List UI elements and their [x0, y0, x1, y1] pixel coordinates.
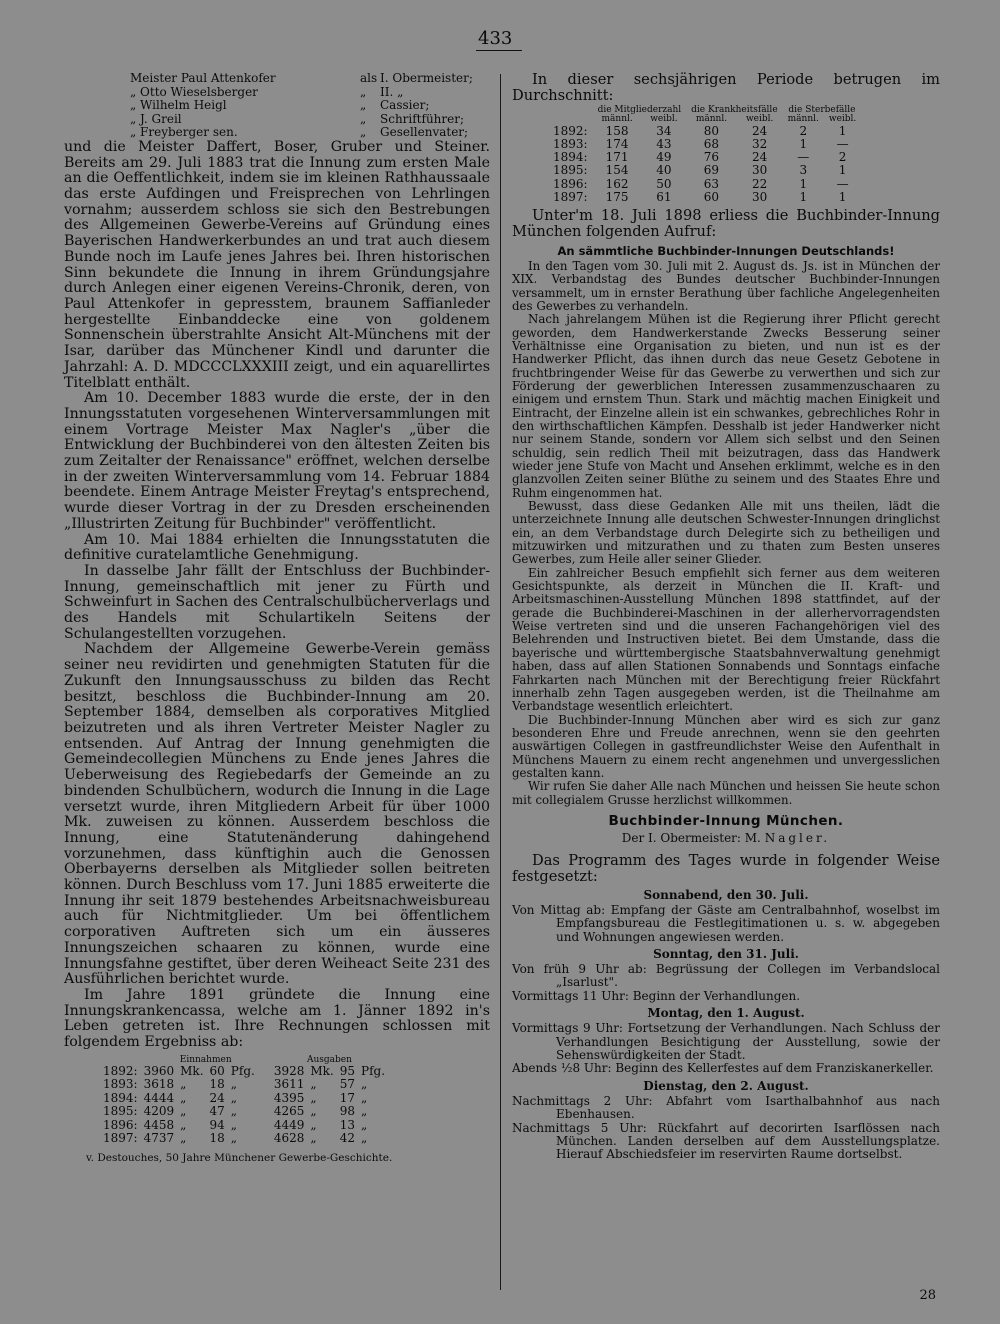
officer-role: Schriftführer; [380, 111, 465, 126]
officer-as: „ [360, 111, 367, 126]
paragraph: und die Meister Daffert, Boser, Gruber und Steiner. Bereits am 29. Juli 1883 trat die Innung zum ersten Male an die Oeffentlichkeit, indem sie im kleinen Rathhaussaale das erste Aufdingen und Freisprechen von Lehrlingen vornahm; ausserdem schloss sie sich den Bestrebungen des Allgemeinen Gewerbe-Vereins auf Gründung eines Bayerischen Handwerkerbundes an und trat auch diesem Bunde noch im Laufe jenes Jahres bei. Ihren historischen Sinn bekundete die Innung in ihrem Gründungsjahre durch Anlegen einer eigenen Vereins-Chronik, deren, von Paul Attenkofer in gepresstem, braunem Saffianleder hergestellte Einbanddecke eine von goldenem Sonnenschein überstrahlte Ansicht Alt-Münchens mit der Isar, darüber das Münchener Kindl und darunter die Jahrzahl: A. D. MDCCCLXXXIII zeigt, und ein aquarellirtes Titelblatt enthält. [64, 138, 490, 391]
stats-cell: 158 [605, 123, 629, 138]
finance-cell: 17 [339, 1090, 356, 1105]
stats-cell: 22 [752, 176, 768, 191]
stats-cell: 2 [838, 150, 847, 165]
program-schedule [512, 888, 940, 1162]
stats-row [548, 191, 861, 204]
officer-name: „ Otto Wieselsberger [130, 84, 258, 99]
finance-cell: „ [230, 1131, 238, 1146]
stats-cell: 1 [838, 163, 847, 178]
finance-cell: 1892: [103, 1063, 138, 1078]
finance-cell: „ [310, 1104, 317, 1119]
stats-sub-header: weibl. [745, 114, 774, 125]
paragraph: Am 10. Mai 1884 erhielten die Innungsstatuten die definitive curatelamtliche Genehmigung. [64, 531, 490, 564]
finance-cell: 42 [339, 1131, 356, 1146]
signature-organization: Buchbinder-Innung München. [608, 812, 844, 829]
finance-cell: „ [230, 1090, 238, 1105]
finance-cell: „ [230, 1117, 238, 1132]
finance-cell: „ [180, 1117, 187, 1132]
stats-cell: 76 [703, 150, 720, 165]
paragraph: Am 10. December 1883 wurde die erste, der in den Innungsstatuten vorgesehenen Winterversammlungen mit einem Vortrage Meister Max Nagler's „über die Entwicklung der Buchbinderei von den ältesten Zeiten bis zum Zeitalter der Renaissance" eröffnet, welchen derselbe in der zweiten Winterversammlung vom 14. Februar 1884 beendete. Einem Antrage Meister Freytag's entsprechend, wurde dieser Vortrag in der zu Dresden erscheinenden „Illustrirten Zeitung für Buchbinder" veröffentlicht. [64, 390, 490, 532]
stats-cell: 24 [752, 123, 768, 138]
appeal-paragraph: Nach jahrelangem Mühen ist die Regierung ihrer Pflicht gerecht geworden, dem Handwerkerstande Zwecks Besserung seiner Verhältnisse eine Organisation zu bieten, und nun ist es der Handwerker Pflicht, das ihnen durch das neue Gesetz Gebotene in fruchtbringender Weise für das Gewerbe zu verwerthen und sich zur Förderung der gewerblichen Interessen zusammenzuschaaren zu einigem und ernstem Thun. Stark und mächtig machen Einigkeit und Eintracht, der Einzelne allein ist ein schwankes, gebrechliches Rohr in den wirthschaftlichen Kämpfen. Desshalb ist jeder Handwerker nicht nur seinem Stande, sondern vor Allem sich selbst und den Seinen schuldig, sein redlich Theil mit beizutragen, dass das Handwerk wieder jene Stufe von Macht und Ansehen erklimmt, welche es in den glanzvollen Zeiten seiner Blüthe zu seinem und des Staates Ehre und Ruhm eingenommen hat. [512, 312, 940, 500]
paragraph: In dasselbe Jahr fällt der Entschluss der Buchbinder-Innung, gemeinschaftlich mit jener zu Fürth und Schweinfurt in Sachen des Centralschulbücherverlags und des Handels mit Schulartikeln Seitens der Schulangestellten vorzugehen. [64, 562, 490, 642]
finance-cell: 3611 [273, 1077, 305, 1092]
stats-group-header: die Sterbefälle [788, 104, 856, 115]
program-entry: Abends ½8 Uhr: Beginn des Kellerfestes auf dem Franziskanerkeller. [512, 1061, 934, 1076]
signature-mark: 28 [919, 1288, 936, 1303]
appeal-text [512, 260, 940, 807]
finance-cell: 57 [339, 1077, 356, 1092]
finance-cell: 18 [209, 1131, 225, 1146]
stats-cell: 1895: [553, 163, 588, 178]
aufruf-intro: Unter'm 18. Juli 1898 erliess die Buchbinder-Innung München folgenden Aufruf: [512, 207, 940, 240]
finance-cell: 4458 [143, 1117, 175, 1132]
stats-cell: 69 [703, 163, 720, 178]
page-number: 433 [478, 28, 513, 49]
left-column [64, 72, 490, 1164]
appeal-paragraph: Bewusst, dass diese Gedanken Alle mit uns theilen, lädt die unterzeichnete Innung alle deutschen Schwester-Innungen dringlichst ein, an dem Verbandstage durch Delegirte sich zu betheiligen und mitzuwirken und mitzurathen und zu thaten zum Besten unseres Gewerbes, zum Heile aller seiner Glieder. [512, 499, 940, 567]
finance-cell: „ [180, 1077, 187, 1092]
finance-cell: 4265 [273, 1104, 305, 1119]
finance-cell: 18 [209, 1077, 225, 1092]
finance-cell: „ [310, 1117, 317, 1132]
stats-cell: — [797, 150, 810, 165]
finance-cell: „ [361, 1117, 368, 1132]
finance-cell: 1897: [103, 1131, 138, 1146]
finance-cell: 3618 [143, 1077, 175, 1092]
stats-cell: 1893: [553, 137, 588, 152]
finance-cell: „ [361, 1077, 368, 1092]
officer-name: Meister Paul Attenkofer [130, 71, 276, 85]
finance-row [100, 1065, 388, 1079]
stats-cell: 49 [656, 150, 672, 165]
finance-cell: Mk. [310, 1063, 334, 1078]
footnote: v. Destouches, 50 Jahre Münchener Gewerbe-Geschichte. [86, 1151, 393, 1164]
stats-row [548, 164, 861, 177]
program-day-heading: Sonnabend, den 30. Juli. [643, 887, 809, 902]
stats-cell: 162 [605, 176, 629, 191]
stats-cell: 1897: [553, 189, 588, 204]
stats-group-header: die Mitgliederzahl [597, 104, 682, 115]
stats-cell: 1892: [553, 123, 588, 138]
stats-sub-header: männl. [601, 114, 633, 125]
stats-cell: 1 [799, 137, 808, 152]
finance-cell: Pfg. [230, 1063, 255, 1078]
finance-row [100, 1105, 388, 1119]
signature-name: Nagler. [764, 830, 831, 845]
appeal-paragraph: Die Buchbinder-Innung München aber wird es sich zur ganz besonderen Ehre und Freude anrechnen, wenn sie den geehrten auswärtigen Collegen in gastfreundlichster Weise den Aufenthalt in Münchens Mauern zu einem recht angenehmen und unvergesslichen gestalten kann. [512, 712, 940, 780]
officer-name: „ Wilhelm Heigl [130, 98, 227, 113]
stats-cell: 40 [656, 163, 672, 178]
stats-cell: 2 [799, 123, 808, 138]
right-column [512, 72, 940, 1162]
stats-sub-header: weibl. [828, 114, 857, 125]
paragraph: Nachdem der Allgemeine Gewerbe-Verein gemäss seiner neu revidirten und genehmigten Statuten für die Zukunft den Innungsausschuss zu bilden das Recht besitzt, beschloss die Buchbinder-Innung am 20. September 1884, demselben als corporatives Mitglied beizutreten und als ihren Vertreter Meister Nagler zu entsenden. Auf Antrag der Innung genehmigten die Gemeindecollegien Münchens zu Ende jenes Jahres die Ueberweisung des Regiebedarfs der Gemeinde an zu bindenden Schulbüchern, wodurch die Innung in die Lage versetzt wurde, ihren Mitgliedern Arbeit für über 1000 Mk. zuweisen zu können. Ausserdem beschloss die Innung, eine Statutenänderung dahingehend vorzunehmen, dass künftighin auch die Genossen Oberbayerns derselben als Mitglieder sollen beitreten können. Durch Beschluss vom 17. Juni 1885 erweiterte die Innung ihr seit 1879 bestehendes Arbeitsnachweisbureau auch für Nichtmitglieder. Um bei öffentlichem corporativen Auftreten sich um ein äusseres Innungszeichen schaaren zu können, wurde eine Innungsfahne gestiftet, über deren Weiheact Seite 231 des Ausführlichen berichtet wurde. [64, 641, 490, 988]
officer-role: Gesellenvater; [380, 125, 469, 140]
stats-sub-header: männl. [695, 114, 728, 125]
stats-cell: 1 [838, 189, 847, 204]
stats-cell: 63 [703, 176, 720, 191]
stats-cell: 30 [752, 163, 768, 178]
finance-cell: 4449 [273, 1117, 305, 1132]
program-entry: Nachmittags 2 Uhr: Abfahrt vom Isarthalbahnhof aus nach Ebenhausen. [512, 1093, 940, 1122]
stats-cell: 30 [752, 189, 768, 204]
finance-header-income: Einnahmen [179, 1054, 232, 1065]
stats-cell: 1896: [553, 176, 588, 191]
finance-cell: 4737 [143, 1131, 175, 1146]
stats-cell: 3 [799, 163, 808, 178]
paragraph: Im Jahre 1891 gründete die Innung eine Innungskrankencassa, welche am 1. Jänner 1892 in's Leben getreten ist. Ihre Rechnungen schlossen mit folgendem Ergebniss ab: [64, 986, 490, 1051]
stats-cell: — [836, 176, 849, 191]
left-body-text [64, 140, 490, 1051]
finance-cell: 47 [209, 1104, 225, 1119]
stats-cell: 68 [703, 137, 720, 152]
stats-cell: 34 [656, 123, 672, 138]
officers-list [130, 72, 490, 140]
stats-cell: 1 [799, 176, 808, 191]
stats-sub-header: männl. [787, 114, 819, 125]
finance-table [100, 1055, 388, 1146]
stats-cell: 80 [703, 123, 720, 138]
program-entry: Nachmittags 5 Uhr: Rückfahrt auf decorirten Isarflössen nach München. Landen derselben auf dem Ausstellungsplatze. Hierauf Abschiedsfeier im reservirten Raume dortselbst. [512, 1120, 940, 1162]
officer-name: „ J. Greil [130, 111, 182, 126]
finance-cell: „ [310, 1077, 317, 1092]
finance-row [100, 1092, 388, 1106]
finance-cell: „ [310, 1131, 317, 1146]
program-entry: Von Mittag ab: Empfang der Gäste am Centralbahnhof, woselbst im Empfangsbureau die Festlegitimationen u. s. w. abgegeben und Wohnungen angewiesen werden. [512, 902, 940, 944]
finance-cell: „ [180, 1090, 187, 1105]
stats-cell: — [836, 137, 849, 152]
finance-cell: „ [180, 1131, 187, 1146]
officer-role: II. „ [380, 84, 404, 99]
finance-cell: „ [230, 1077, 238, 1092]
stats-cell: 174 [605, 137, 629, 152]
finance-cell: 1896: [103, 1117, 138, 1132]
finance-cell: 3928 [273, 1063, 305, 1078]
finance-cell: „ [310, 1090, 317, 1105]
finance-row [100, 1132, 388, 1146]
stats-cell: 24 [752, 150, 768, 165]
finance-header-expenses: Ausgaben [306, 1054, 352, 1065]
signature-person [512, 831, 940, 845]
stats-group-header: die Krankheitsfälle [691, 104, 778, 115]
finance-cell: 1895: [103, 1104, 138, 1119]
program-day-heading: Montag, den 1. August. [647, 1006, 805, 1021]
officer-as: „ [360, 84, 367, 99]
stats-cell: 154 [605, 163, 629, 178]
officer-role: I. Obermeister; [380, 71, 473, 85]
finance-cell: 4444 [143, 1090, 175, 1105]
signature-prefix: Der I. Obermeister: M. [621, 830, 761, 845]
finance-cell: „ [180, 1104, 187, 1119]
stats-row [548, 178, 861, 191]
finance-cell: 24 [209, 1090, 225, 1105]
officer-as: „ [360, 125, 367, 140]
stats-cell: 1 [799, 189, 808, 204]
finance-cell: 98 [339, 1104, 356, 1119]
finance-cell: 94 [209, 1117, 225, 1132]
finance-cell: 13 [339, 1117, 356, 1132]
program-entry: Von früh 9 Uhr ab: Begrüssung der Collegen im Verbandslocal „Isarlust". [512, 961, 940, 990]
appeal-paragraph: In den Tagen vom 30. Juli mit 2. August ds. Js. ist in München der XIX. Verbandstag des Bundes deutscher Buchbinder-Innungen versammelt, um in ernster Berathung über fachliche Angelegenheiten des Gewerbes zu verhandeln. [512, 258, 940, 313]
officer-as: als [360, 71, 378, 85]
finance-cell: „ [361, 1090, 368, 1105]
appeal-title: An sämmtliche Buchbinder-Innungen Deutschlands! [557, 243, 895, 258]
finance-cell: 95 [339, 1063, 356, 1078]
finance-cell: 1894: [103, 1090, 138, 1105]
program-entry: Vormittags 11 Uhr: Beginn der Verhandlungen. [512, 988, 801, 1003]
stats-cell: 43 [656, 137, 672, 152]
finance-cell: 1893: [103, 1077, 138, 1092]
program-intro: Das Programm des Tages wurde in folgender Weise festgesetzt: [512, 851, 940, 885]
officer-name: „ Freyberger sen. [130, 125, 238, 140]
finance-row [100, 1119, 388, 1133]
stats-intro: In dieser sechsjährigen Periode betrugen im Durchschnitt: [512, 71, 940, 104]
stats-cell: 61 [656, 189, 672, 204]
stats-cell: 1 [838, 123, 847, 138]
page-number-rule [476, 50, 522, 51]
finance-cell: 3960 [143, 1063, 175, 1078]
statistics-table [548, 106, 861, 204]
column-divider [500, 74, 501, 1290]
program-entry: Vormittags 9 Uhr: Fortsetzung der Verhandlungen. Nach Schluss der Verhandlungen Besichtigung der Ausstellung, sowie der Sehenswürdigkeiten der Stadt. [512, 1021, 940, 1062]
finance-cell: Pfg. [361, 1063, 386, 1078]
officer-role: Cassier; [380, 98, 430, 113]
stats-cell: 60 [703, 189, 720, 204]
stats-cell: 175 [605, 189, 629, 204]
program-day-heading: Sonntag, den 31. Juli. [653, 946, 799, 961]
finance-cell: „ [230, 1104, 238, 1119]
appeal-paragraph: Wir rufen Sie daher Alle nach München und heissen Sie heute schon mit collegialem Grusse herzlichst willkommen. [512, 779, 940, 807]
officer-as: „ [360, 98, 367, 113]
stats-sub-header: weibl. [650, 114, 678, 125]
stats-cell: 1894: [553, 150, 588, 165]
stats-cell: 171 [605, 150, 629, 165]
finance-row [100, 1078, 388, 1092]
finance-cell: 4395 [273, 1090, 305, 1105]
finance-cell: „ [361, 1131, 368, 1146]
finance-cell: Mk. [180, 1063, 204, 1078]
program-day-heading: Dienstag, den 2. August. [643, 1078, 809, 1093]
stats-cell: 50 [656, 176, 672, 191]
finance-cell: 60 [209, 1063, 225, 1078]
finance-cell: „ [361, 1104, 368, 1119]
appeal-paragraph: Ein zahlreicher Besuch empfiehlt sich ferner aus dem weiteren Gesichtspunkte, als derzeit in München die II. Kraft- und Arbeitsmaschinen-Ausstellung München 1898 stattfindet, auf der gerade die Buchbinderei-Maschinen in der allerhervorragendsten Weise vertreten sind und die unseren Fachangehörigen viel des Belehrenden und Instructiven bietet. Bei dem Umstande, dass die bayerische und württembergische Staatsbahnverwaltung genehmigt haben, dass auf allen Stationen Sonnabends und Sonntags einfache Fahrkarten nach München mit der Berechtigung freier Rückfahrt innerhalb zehn Tagen ausgegeben werden, ist die Theilnahme am Verbandstage wesentlich erleichtert. [512, 565, 940, 714]
stats-cell: 32 [752, 137, 768, 152]
finance-cell: 4628 [273, 1131, 305, 1146]
finance-cell: 4209 [143, 1104, 175, 1119]
